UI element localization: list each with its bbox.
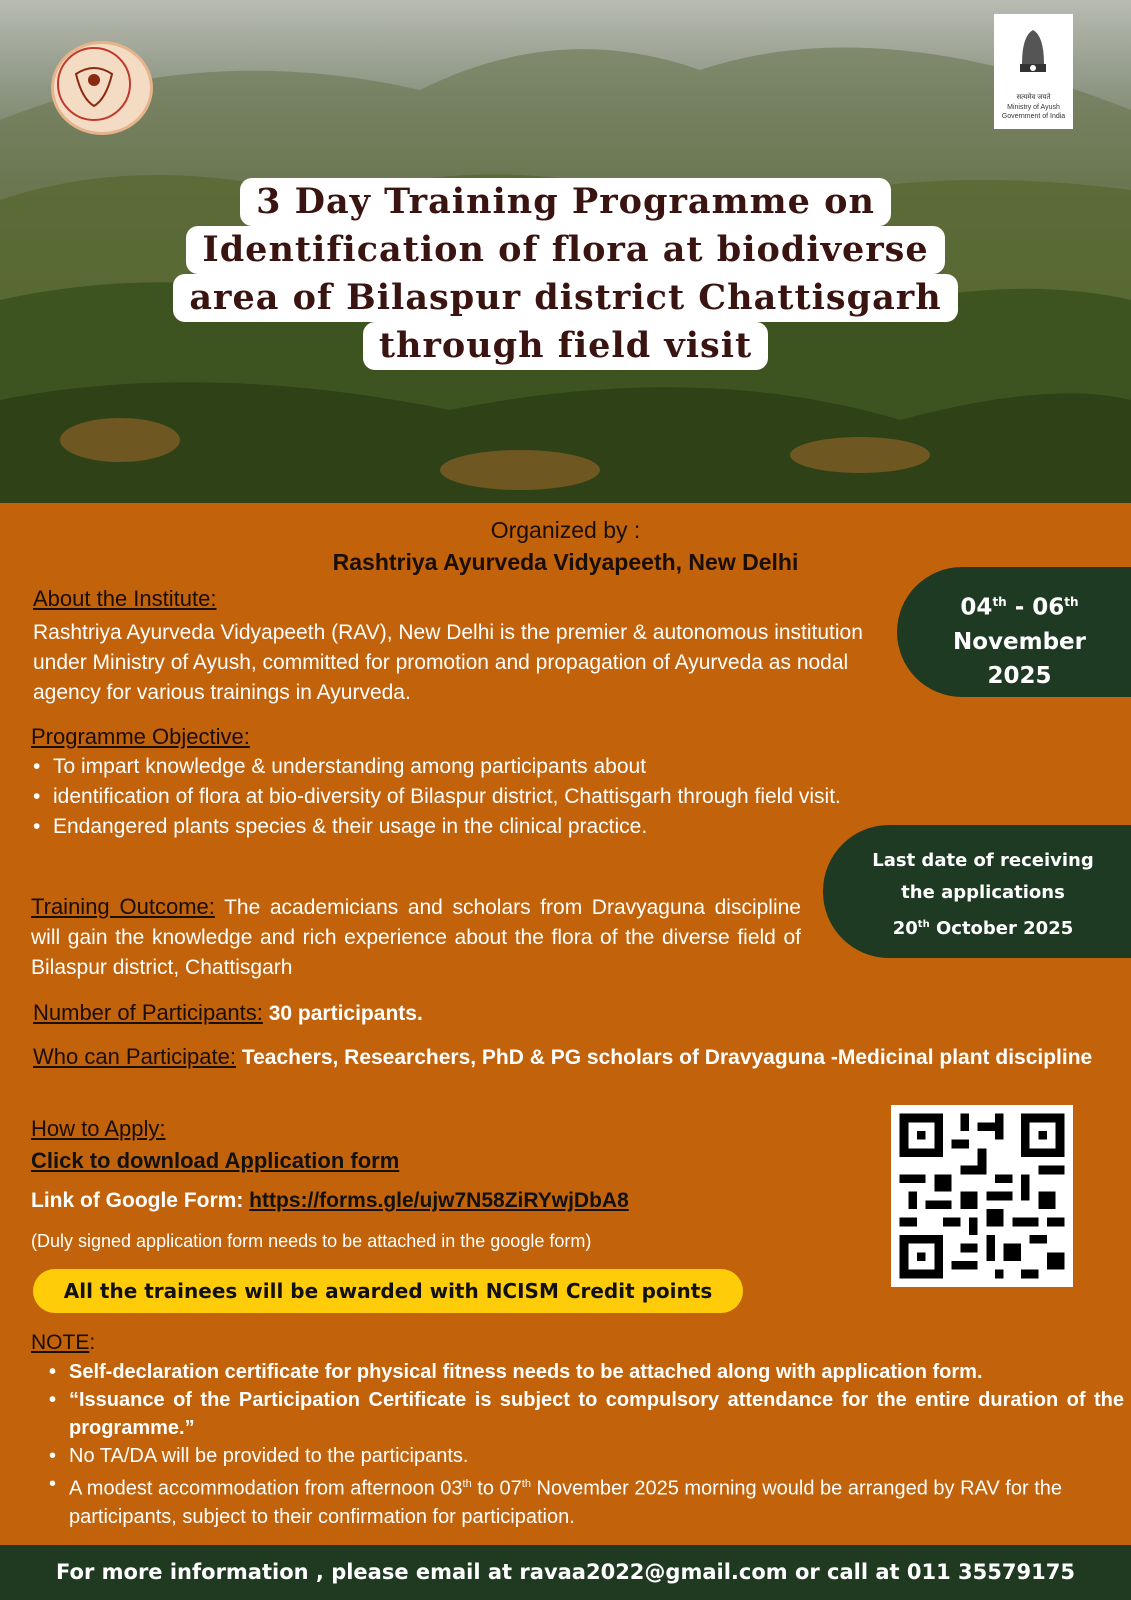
date-year: 2025 [987, 662, 1052, 689]
deadline-date: 20th October 2025 [892, 918, 1074, 939]
government-name: Government of India [1001, 113, 1066, 120]
participants-heading: Number of Participants: [33, 1000, 263, 1025]
organizer-label: Organized by : [490, 517, 641, 543]
emblem-motto: सत्यमेव जयते [1016, 94, 1051, 101]
objective-list [31, 752, 953, 842]
date-range: 04th - 06th [960, 594, 1079, 621]
google-form-link[interactable]: https://forms.gle/ujw7N58ZiRYwjDbA8 [249, 1189, 629, 1212]
date-month: November [952, 628, 1086, 655]
ministry-name: Ministry of Ayush [1007, 104, 1060, 111]
note-heading: NOTE: [31, 1331, 96, 1354]
list-item: • Endangered plants species & their usage in the clinical practice. [53, 812, 953, 842]
who-value: Teachers, Researchers, PhD & PG scholars of Dravyaguna -Medicinal plant discipline [241, 1046, 1093, 1069]
contact-footer: For more information , please email at ravaa2022@gmail.com or call at 011 35579175 [0, 1545, 1131, 1600]
list-item: • A modest accommodation from afternoon 03th to 07th November 2025 morning would be arranged by RAV for the participants, subject to their confirmation for participation. [69, 1470, 1124, 1531]
list-item: • “Issuance of the Participation Certificate is subject to compulsory attendance for the entire duration of the programme.” [69, 1386, 1124, 1442]
participants-value: 30 participants. [268, 1002, 423, 1025]
list-item: • To impart knowledge & understanding among participants about [53, 752, 953, 782]
about-heading: About the Institute: [33, 586, 217, 611]
ministry-of-ayush-logo [994, 14, 1073, 129]
who-heading: Who can Participate: [33, 1044, 236, 1069]
title-line-4: through field visit [363, 322, 768, 370]
page-title [0, 178, 1131, 370]
about-text: Rashtriya Ayurveda Vidyapeeth (RAV), New Delhi is the premier & autonomous institution under Ministry of Ayush, committed for promotion and propagation of Ayurveda as nodal agency for various trainings in Ayurveda. [33, 621, 863, 704]
application-deadline-badge [823, 825, 1131, 958]
outcome-text: The academicians and scholars from Dravyaguna discipline will gain the knowledge and rich experience about the flora of the diverse field of Bilaspur district, Chattisgarh [31, 896, 801, 979]
objective-heading: Programme Objective: [31, 724, 250, 749]
who-section [33, 1042, 1093, 1073]
ncism-credit-banner: All the trainees will be awarded with NCISM Credit points [33, 1269, 743, 1313]
deadline-line-2: the applications [901, 882, 1065, 903]
apply-heading: How to Apply: [31, 1116, 166, 1141]
list-item: • Self-declaration certificate for physical fitness needs to be attached along with application form. [69, 1358, 1124, 1386]
participants-section [33, 998, 423, 1029]
google-form-label: Link of Google Form: [31, 1189, 244, 1212]
list-item: • identification of flora at bio-diversity of Bilaspur district, Chattisgarh through field visit. [53, 782, 953, 812]
organizer-name: Rashtriya Ayurveda Vidyapeeth, New Delhi [332, 549, 799, 575]
outcome-section [31, 892, 801, 983]
list-item: • No TA/DA will be provided to the participants. [69, 1442, 1124, 1470]
download-form-link[interactable]: Click to download Application form [31, 1148, 400, 1173]
title-line-1: 3 Day Training Programme on [240, 178, 891, 226]
national-emblem-icon [1014, 24, 1052, 86]
apply-note: (Duly signed application form needs to be attached in the google form) [31, 1231, 592, 1251]
title-line-3: area of Bilaspur district Chattisgarh [173, 274, 957, 322]
qr-code[interactable] [891, 1105, 1073, 1287]
programme-dates-badge [897, 567, 1131, 697]
google-form-row [31, 1186, 629, 1216]
title-line-2: Identification of flora at biodiverse [186, 226, 944, 274]
note-list [47, 1358, 1124, 1531]
national-academy-of-ayurveda-logo [51, 41, 153, 135]
outcome-heading: Training Outcome: [31, 894, 215, 919]
deadline-line-1: Last date of receiving [872, 850, 1094, 871]
hero-forest-image [0, 0, 1131, 503]
